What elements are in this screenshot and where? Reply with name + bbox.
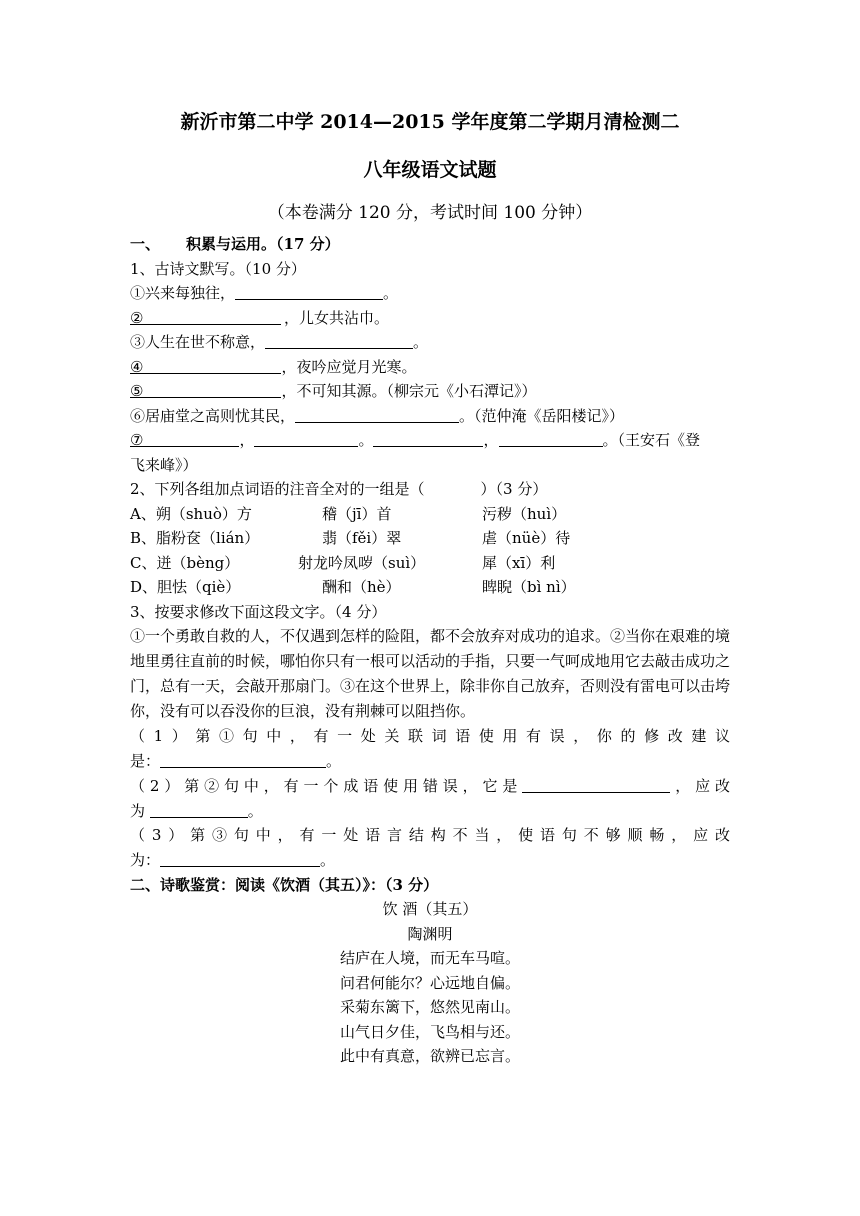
q1-item-1: ①兴来每独往， 。 — [130, 284, 399, 302]
answer-blank[interactable] — [143, 357, 281, 374]
q1-item-7-cont: 飞来峰》） — [130, 455, 198, 474]
answer-blank[interactable] — [160, 850, 320, 867]
poem-title: 饮 酒（其五） — [382, 900, 478, 918]
q1-item-2: ② ，儿女共沾巾。 — [130, 306, 730, 331]
q3-heading: 3、按要求修改下面这段文字。（4 分） — [130, 602, 387, 621]
q1-heading: 1、古诗文默写。（10 分） — [130, 259, 306, 278]
answer-blank[interactable]: ② — [130, 306, 284, 331]
poem-line: 问君何能尔？心远地自偏。 — [339, 973, 520, 992]
answer-blank[interactable] — [265, 332, 413, 349]
q1-item-4: ④ ，夜吟应觉月光寒。 — [130, 357, 417, 376]
answer-blank[interactable] — [499, 430, 603, 447]
answer-blank[interactable] — [150, 801, 248, 818]
q3-sub-2-cont: 为 。 — [130, 801, 263, 820]
q2-heading: 2、下列各组加点词语的注音全对的一组是（ ）（3 分） — [130, 480, 548, 498]
q2-option-b[interactable]: B、脂粉奁（lián） 翡（fěi）翠 虐（nüè）待 — [130, 529, 571, 547]
q2-option-a[interactable]: A、朔（shuò）方 稽（jī）首 污秽（huì） — [130, 504, 567, 523]
section-1-heading: 一、 积累与运用。（17 分） — [130, 235, 340, 253]
poem — [130, 897, 730, 1069]
q1-item-5: ⑤ ，不可知其源。（柳宗元《小石潭记》） — [130, 382, 537, 400]
answer-blank[interactable] — [373, 430, 483, 447]
answer-blank[interactable] — [522, 776, 670, 793]
exam-title: 新沂市第二中学 2014—2015 学年度第二学期月清检测二 — [180, 111, 680, 133]
q1-item-3: ③人生在世不称意， 。 — [130, 333, 429, 351]
answer-blank[interactable] — [235, 283, 383, 300]
q3-sub-2: （2）第②句中，有一个成语使用错误，它是 ，应改 — [130, 776, 730, 795]
poem-line: 结庐在人境，而无车马喧。 — [339, 949, 520, 967]
q3-sub-3: （3）第③句中，有一处语言结构不当，使语句不够顺畅，应改 — [130, 826, 730, 844]
q1-item-6: ⑥居庙堂之高则忧其民， 。（范仲淹《岳阳楼记》） — [130, 406, 625, 425]
q2-option-c[interactable]: C、迸（bèng） 射龙吟凤哕（suì） 犀（xī）利 — [130, 553, 556, 572]
q3-sub-1: （1）第①句中，有一处关联词语使用有误，你的修改建议 — [130, 727, 730, 745]
q3-passage: ①一个勇敢自救的人，不仅遇到怎样的险阻，都不会放弃对成功的追求。②当你在艰难的境地里勇往直前的时候，哪怕你只有一根可以活动的手指，只要一气呵成地用它去敲击成功之门，总有一天，会敲开那扇门。③在这个世界上，除非你自己放弃，否则没有雷电可以击垮你，没有可以吞没你的巨浪，没有荆棘可以阻挡你。 — [130, 627, 731, 720]
answer-blank[interactable] — [160, 751, 326, 768]
answer-blank[interactable] — [295, 406, 459, 423]
poem-author: 陶渊明 — [407, 924, 453, 943]
answer-blank[interactable] — [143, 381, 281, 398]
answer-blank[interactable] — [254, 430, 358, 447]
exam-info: （本卷满分 120 分，考试时间 100 分钟） — [267, 203, 593, 223]
q3-sub-3-cont: 为： 。 — [130, 851, 336, 869]
poem-line: 此中有真意，欲辨已忘言。 — [339, 1047, 520, 1065]
q3-sub-1-cont: 是： 。 — [130, 752, 342, 770]
q2-option-d[interactable]: D、胆怯（qiè） 酬和（hè） 睥睨（bì nì） — [130, 578, 576, 596]
exam-subtitle: 八年级语文试题 — [363, 159, 497, 181]
q1-item-7: ⑦ ， 。 ， 。（王安石《登 — [130, 431, 701, 449]
poem-line: 采菊东篱下，悠然见南山。 — [339, 998, 520, 1016]
section-2-heading: 二、诗歌鉴赏：阅读《饮酒（其五）》：（3 分） — [130, 875, 439, 894]
poem-line: 山气日夕佳，飞鸟相与还。 — [339, 1022, 520, 1041]
answer-blank[interactable] — [143, 430, 239, 447]
